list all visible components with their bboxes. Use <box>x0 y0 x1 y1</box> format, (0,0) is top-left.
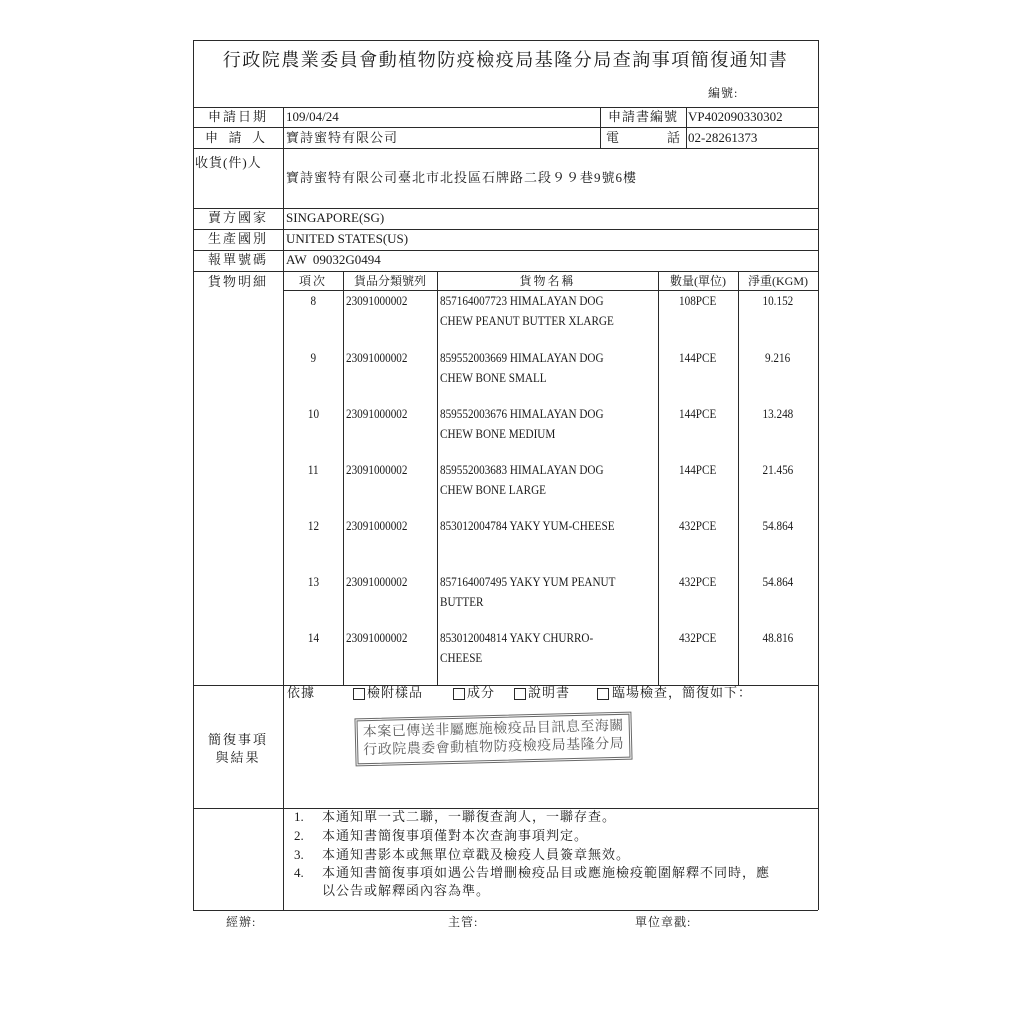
table-row <box>283 629 818 671</box>
option-manual: 說明書 <box>528 685 571 700</box>
official-stamp <box>354 712 632 767</box>
supervisor-signature-label: 主管: <box>448 915 479 929</box>
note-number: 4. <box>294 865 304 880</box>
table-rule <box>193 910 818 911</box>
item-no: 12 <box>307 518 319 533</box>
item-qty: 144PCE <box>679 350 717 365</box>
checkbox-icon <box>597 688 609 700</box>
item-weight: 21.456 <box>762 462 794 477</box>
table-rule <box>193 271 818 272</box>
item-name-line: 853012004814 YAKY CHURRO- <box>440 630 594 645</box>
header-item-no: 項次 <box>298 274 327 288</box>
checkbox-icon <box>453 688 465 700</box>
table-rule <box>193 40 818 41</box>
table-row <box>283 349 818 391</box>
header-name: 貨物名稱 <box>519 274 576 288</box>
item-name-line: 859552003683 HIMALAYAN DOG <box>440 462 604 477</box>
item-weight: 54.864 <box>762 574 794 589</box>
header-weight: 淨重(KGM) <box>748 274 808 288</box>
item-weight: 10.152 <box>762 293 794 308</box>
table-rule <box>686 107 687 148</box>
seller-country-label: 賣方國家 <box>207 210 268 225</box>
note-text: 本通知書影本或無單位章戳及檢疫人員簽章無效。 <box>322 847 631 862</box>
item-code: 23091000002 <box>346 462 408 477</box>
table-rule <box>193 127 818 128</box>
item-code: 23091000002 <box>346 574 408 589</box>
item-name-line: 859552003669 HIMALAYAN DOG <box>440 350 604 365</box>
item-weight: 48.816 <box>762 630 794 645</box>
checkbox-icon <box>353 688 365 700</box>
reply-label-line2: 與結果 <box>215 750 261 765</box>
applicant-label: 申 請 人 <box>205 130 265 145</box>
item-qty: 108PCE <box>679 293 717 308</box>
item-name-line: CHEW PEANUT BUTTER XLARGE <box>440 313 614 328</box>
note-text: 本通知書簡復事項如遇公告增刪檢疫品目或應施檢疫範圍解釋不同時，應 <box>322 865 771 880</box>
header-qty: 數量(單位) <box>670 274 726 288</box>
item-name-line: 853012004784 YAKY YUM-CHEESE <box>440 518 615 533</box>
reply-label-line1: 簡復事項 <box>207 732 268 747</box>
table-rule <box>193 107 818 108</box>
item-weight: 9.216 <box>765 350 791 365</box>
stamp-line-1: 本案已傳送非屬應施檢疫品目訊息至海關 <box>362 718 624 741</box>
table-rule <box>283 107 284 910</box>
document-title: 行政院農業委員會動植物防疫檢疫局基隆分局查詢事項簡復通知書 <box>222 50 789 70</box>
item-qty: 432PCE <box>679 630 717 645</box>
phone-label: 電 話 <box>606 130 680 145</box>
table-rule <box>193 250 818 251</box>
phone-value: 02-28261373 <box>688 130 758 145</box>
item-name-line: 859552003676 HIMALAYAN DOG <box>440 406 604 421</box>
origin-country-label: 生產國別 <box>207 231 268 246</box>
item-no: 13 <box>307 574 319 589</box>
checkbox-icon <box>514 688 526 700</box>
option-onsite-inspection: 臨場檢查，簡復如下： <box>612 685 753 700</box>
item-no: 10 <box>307 406 319 421</box>
item-qty: 432PCE <box>679 574 717 589</box>
note-number: 3. <box>294 847 304 862</box>
applicant-value: 寶詩蜜特有限公司 <box>286 130 399 145</box>
option-ingredients: 成分 <box>467 685 496 700</box>
origin-country-value: UNITED STATES(US) <box>286 231 409 246</box>
consignee-value: 寶詩蜜特有限公司臺北市北投區石牌路二段９９巷9號6樓 <box>286 170 638 185</box>
item-no: 14 <box>307 630 319 645</box>
table-rule <box>193 229 818 230</box>
seller-country-value: SINGAPORE(SG) <box>286 210 385 225</box>
table-rule <box>818 40 819 910</box>
item-name-line: CHEESE <box>440 650 483 665</box>
table-row <box>283 292 818 334</box>
stamp-line-2: 行政院農委會動植物防疫檢疫局基隆分局 <box>363 736 625 759</box>
item-weight: 13.248 <box>762 406 794 421</box>
item-qty: 144PCE <box>679 462 717 477</box>
application-date-value: 109/04/24 <box>286 109 339 124</box>
table-rule <box>193 40 194 910</box>
application-date-label: 申請日期 <box>207 109 268 124</box>
item-code: 23091000002 <box>346 406 408 421</box>
table-row <box>283 517 818 559</box>
note-number: 2. <box>294 828 304 843</box>
item-name-line: 857164007495 YAKY YUM PEANUT <box>440 574 616 589</box>
note-text: 本通知單一式二聯，一聯復查詢人，一聯存查。 <box>322 809 617 824</box>
declaration-no-label: 報單號碼 <box>207 252 268 267</box>
item-name-line: CHEW BONE MEDIUM <box>440 426 556 441</box>
item-weight: 54.864 <box>762 518 794 533</box>
item-no: 9 <box>310 350 316 365</box>
item-qty: 432PCE <box>679 518 717 533</box>
item-no: 8 <box>310 293 316 308</box>
unit-seal-label: 單位章戳: <box>635 915 692 929</box>
basis-label: 依據 <box>287 685 316 700</box>
item-qty: 144PCE <box>679 406 717 421</box>
header-code: 貨品分類號列 <box>353 274 426 288</box>
item-name-line: CHEW BONE LARGE <box>440 482 547 497</box>
handler-signature-label: 經辦: <box>226 915 257 929</box>
item-code: 23091000002 <box>346 518 408 533</box>
note-number: 1. <box>294 809 304 824</box>
item-name-line: BUTTER <box>440 594 484 609</box>
serial-number-label: 編號: <box>708 86 739 100</box>
declaration-no-value: AW 09032G0494 <box>286 252 381 267</box>
note-text: 本通知書簡復事項僅對本次查詢事項判定。 <box>322 828 589 843</box>
application-no-value: VP402090330302 <box>688 109 783 124</box>
item-name-line: 857164007723 HIMALAYAN DOG <box>440 293 604 308</box>
goods-detail-label: 貨物明細 <box>207 274 268 289</box>
item-code: 23091000002 <box>346 350 408 365</box>
item-no: 11 <box>307 462 319 477</box>
table-row <box>283 405 818 447</box>
table-rule <box>193 208 818 209</box>
consignee-label: 收貨(件)人 <box>195 155 262 170</box>
application-no-label: 申請書編號 <box>607 109 678 124</box>
table-row <box>283 461 818 503</box>
table-rule <box>193 148 818 149</box>
table-row <box>283 573 818 615</box>
item-code: 23091000002 <box>346 293 408 308</box>
item-name-line: CHEW BONE SMALL <box>440 370 547 385</box>
note-text: 以公告或解釋函內容為準。 <box>322 883 491 898</box>
option-sample: 檢附樣品 <box>367 685 424 700</box>
item-code: 23091000002 <box>346 630 408 645</box>
